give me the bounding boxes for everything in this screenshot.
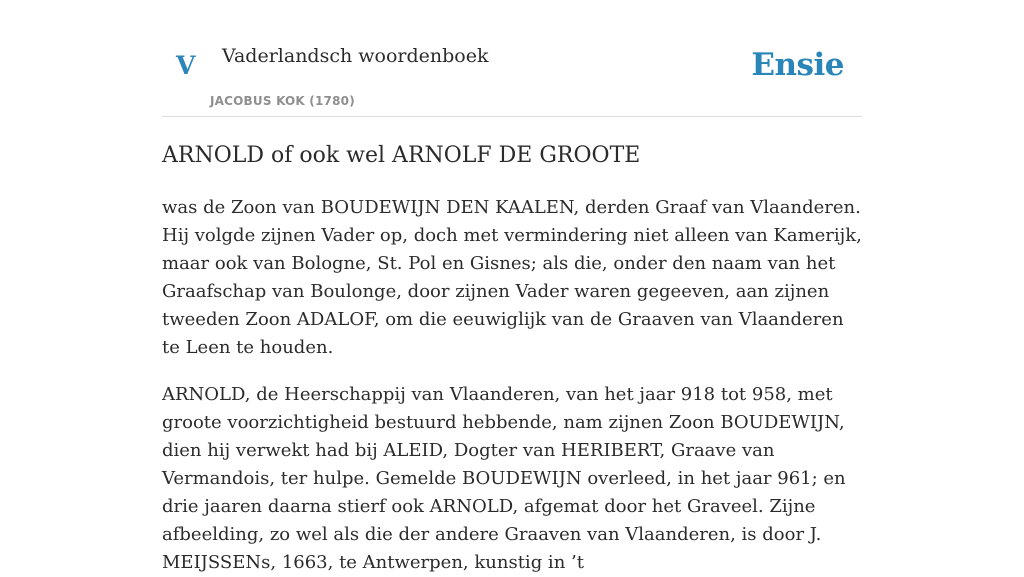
entry-paragraph-1: was de Zoon van BOUDEWIJN DEN KAALEN, derden Graaf van Vlaanderen. Hij volgde zijnen Vader op, doch met vermindering niet alleen van Kamerijk, maar ook van Bologne, St. Pol en Gisnes; als die, onder den naam van het Graafschap van Boulonge, door zijnen Vader waren gegeeven, aan zijnen tweeden Zoon ADALOF, om die eeuwiglijk van de Graaven van Vlaanderen te Leen te houden.	[162, 197, 862, 358]
author-label: JACOBUS KOK (1780)	[210, 94, 355, 108]
ensie-logo-link[interactable]: Ensie	[751, 47, 844, 83]
letter-index-link[interactable]: V	[176, 51, 196, 80]
book-title-link[interactable]: Vaderlandsch woordenboek	[222, 45, 489, 67]
entry-title: ARNOLD of ook wel ARNOLF DE GROOTE	[162, 143, 641, 168]
header	[162, 0, 862, 117]
entry-paragraph-2: ARNOLD, de Heerschappij van Vlaanderen, van het jaar 918 tot 958, met groote voorzichtigheid bestuurd hebbende, nam zijnen Zoon BOUDEWIJN, dien hij verwekt had bij ALEID, Dogter van HERIBERT, Graave van Vermandois, ter hulpe. Gemelde BOUDEWIJN overleed, in het jaar 961; en drie jaaren daarna stierf ook ARNOLD, afgemat door het Graveel. Zijne afbeelding, zo wel als die der andere Graaven van Vlaanderen, is door J. MEIJSSENs, 1663, te Antwerpen, kunstig in ’t	[162, 384, 846, 573]
page	[162, 0, 862, 577]
